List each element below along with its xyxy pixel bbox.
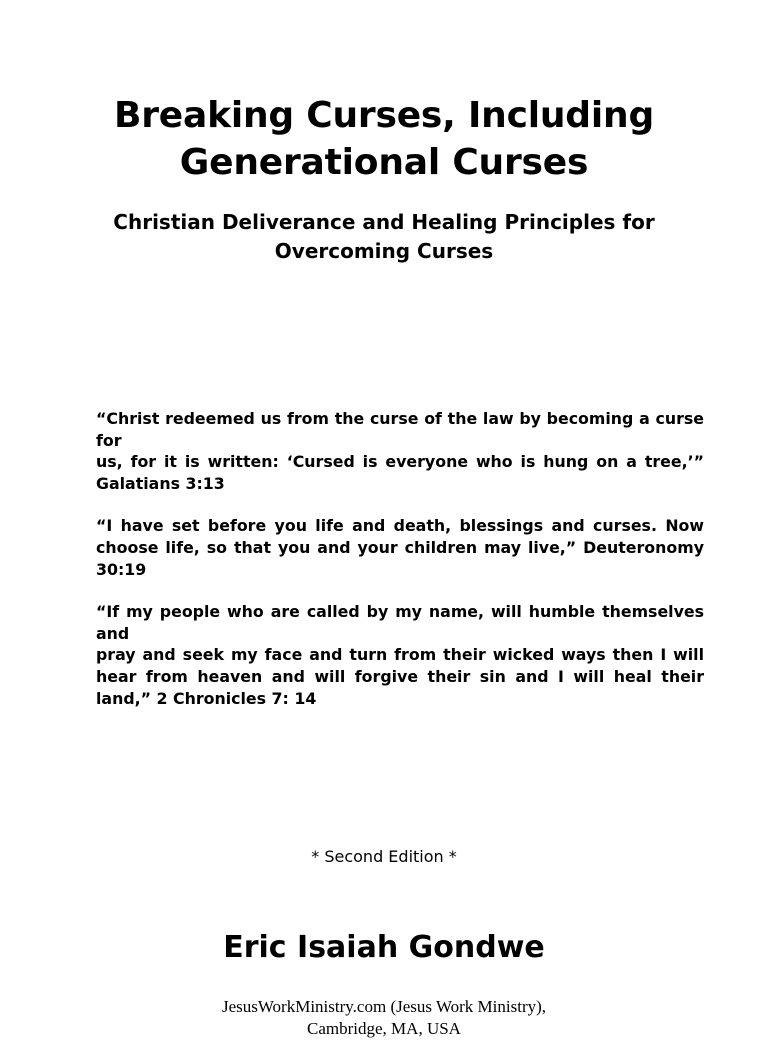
scripture-quote-deuteronomy (96, 515, 704, 580)
publisher-line: Cambridge, MA, USA (307, 1019, 461, 1038)
quote-line: hear from heaven and will forgive their sin and I will heal their (96, 666, 704, 686)
quote-line: “If my people who are called by my name, will humble themselves and (96, 602, 704, 643)
quote-line: “Christ redeemed us from the curse of the law by becoming a curse for (96, 409, 704, 450)
quote-line: choose life, so that you and your children may live,” Deuteronomy (96, 537, 704, 557)
book-title-line: Generational Curses (179, 142, 589, 183)
publisher-line: JesusWorkMinistry.com (Jesus Work Ministry), (221, 997, 547, 1016)
book-subtitle (84, 208, 684, 266)
quote-line: land,” 2 Chronicles 7: 14 (96, 688, 317, 708)
publisher-info (0, 996, 768, 1040)
scripture-quote-chronicles (96, 601, 704, 709)
scripture-quote-galatians (96, 408, 704, 494)
quote-line: Galatians 3:13 (96, 473, 225, 493)
quote-line: 30:19 (96, 559, 147, 579)
scripture-quotes (96, 408, 704, 730)
author-name: Eric Isaiah Gondwe (223, 930, 545, 965)
quote-line: pray and seek my face and turn from their wicked ways then I will (96, 645, 704, 665)
book-title-line: Breaking Curses, Including (113, 95, 655, 136)
book-subtitle-line: Overcoming Curses (274, 239, 494, 263)
edition-label: * Second Edition * (311, 847, 457, 866)
quote-line: “I have set before you life and death, blessings and curses. Now (96, 516, 704, 536)
book-subtitle-line: Christian Deliverance and Healing Principles for (113, 210, 655, 234)
book-title (0, 92, 768, 186)
quote-line: us, for it is written: ‘Cursed is everyone who is hung on a tree,’” (96, 452, 704, 472)
